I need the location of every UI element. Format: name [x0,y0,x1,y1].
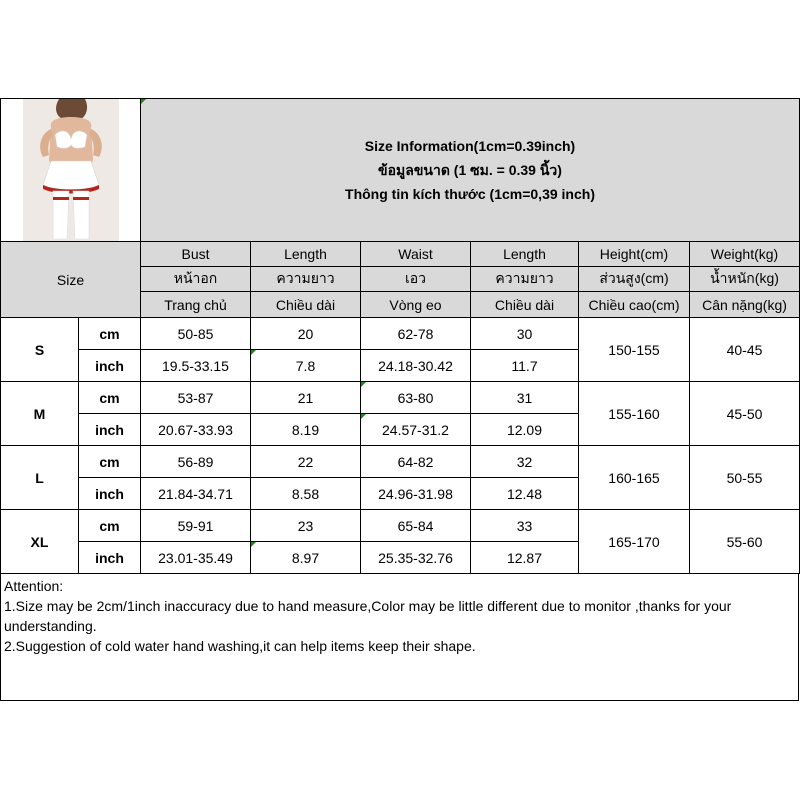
column-header-length-2-vietnamese: Chiều dài [471,292,579,318]
height-range: 165-170 [579,510,690,574]
column-header-length: Length [251,242,361,267]
note-washing: 2.Suggestion of cold water hand washing,it can help items keep their shape. [4,638,476,654]
waist-inch: 24.18-30.42 [361,350,471,382]
column-header-bust: Bust [141,242,251,267]
bust-cm: 50-85 [141,318,251,350]
size-name-s: S [1,318,79,382]
size-table [0,98,800,574]
length-cm: 22 [251,446,361,478]
column-header-weight: Weight(kg) [690,242,800,267]
bust-cm: 53-87 [141,382,251,414]
product-photo-illustration [23,99,119,241]
title-line-vietnamese: Thông tin kích thước (1cm=0,39 inch) [345,186,595,202]
unit-label: inch [79,350,141,382]
column-header-length-2: Length [471,242,579,267]
title-line-thai: ข้อมูลขนาด (1 ซม. = 0.39 นิ้ว) [378,162,562,178]
column-header-length-vietnamese: Chiều dài [251,292,361,318]
column-header-waist: Waist [361,242,471,267]
product-photo-cell [1,99,141,242]
length-2-cm: 33 [471,510,579,542]
height-range: 150-155 [579,318,690,382]
unit-label: cm [79,510,141,542]
length-inch: 7.8 [251,350,361,382]
size-chart-sheet [0,98,799,703]
length-inch: 8.58 [251,478,361,510]
product-photo [23,99,119,241]
column-header-bust-vietnamese: Trang chủ [141,292,251,318]
column-header-waist-vietnamese: Vòng eo [361,292,471,318]
weight-range: 45-50 [690,382,800,446]
size-name-m: M [1,382,79,446]
waist-inch: 24.96-31.98 [361,478,471,510]
table-row [1,446,800,478]
waist-cm: 63-80 [361,382,471,414]
column-header-weight-thai: น้ำหนัก(kg) [690,267,800,292]
column-header-height-vietnamese: Chiều cao(cm) [579,292,690,318]
unit-label: cm [79,382,141,414]
waist-cm: 62-78 [361,318,471,350]
height-range: 160-165 [579,446,690,510]
column-header-length-2-thai: ความยาว [471,267,579,292]
attention-notes [0,574,799,701]
weight-range: 55-60 [690,510,800,574]
column-header-weight-vietnamese: Cân nặng(kg) [690,292,800,318]
unit-label: cm [79,318,141,350]
bust-cm: 59-91 [141,510,251,542]
length-2-cm: 30 [471,318,579,350]
length-2-inch: 12.87 [471,542,579,574]
unit-label: inch [79,542,141,574]
bust-inch: 19.5-33.15 [141,350,251,382]
length-cm: 23 [251,510,361,542]
notes-heading: Attention: [4,578,64,594]
height-range: 155-160 [579,382,690,446]
waist-cm: 64-82 [361,446,471,478]
bust-inch: 21.84-34.71 [141,478,251,510]
length-2-cm: 32 [471,446,579,478]
title-line-english: Size Information(1cm=0.39inch) [364,138,576,154]
column-header-waist-thai: เอว [361,267,471,292]
bust-cm: 56-89 [141,446,251,478]
weight-range: 40-45 [690,318,800,382]
bust-inch: 23.01-35.49 [141,542,251,574]
size-header: Size [1,242,141,318]
table-row [1,510,800,542]
column-header-length-thai: ความยาว [251,267,361,292]
length-2-inch: 12.09 [471,414,579,446]
length-inch: 8.97 [251,542,361,574]
waist-inch: 24.57-31.2 [361,414,471,446]
unit-label: inch [79,478,141,510]
bust-inch: 20.67-33.93 [141,414,251,446]
unit-label: inch [79,414,141,446]
column-header-height: Height(cm) [579,242,690,267]
table-row [1,382,800,414]
length-inch: 8.19 [251,414,361,446]
column-header-height-thai: ส่วนสูง(cm) [579,267,690,292]
length-2-inch: 12.48 [471,478,579,510]
note-measurement: 1.Size may be 2cm/1inch inaccuracy due to hand measure,Color may be little different due to monitor ,thanks for your understanding. [4,598,732,634]
table-row [1,318,800,350]
size-name-l: L [1,446,79,510]
weight-range: 50-55 [690,446,800,510]
waist-inch: 25.35-32.76 [361,542,471,574]
length-cm: 20 [251,318,361,350]
size-name-xl: XL [1,510,79,574]
length-2-cm: 31 [471,382,579,414]
waist-cm: 65-84 [361,510,471,542]
length-2-inch: 11.7 [471,350,579,382]
size-info-title [141,99,800,242]
unit-label: cm [79,446,141,478]
column-header-bust-thai: หน้าอก [141,267,251,292]
length-cm: 21 [251,382,361,414]
